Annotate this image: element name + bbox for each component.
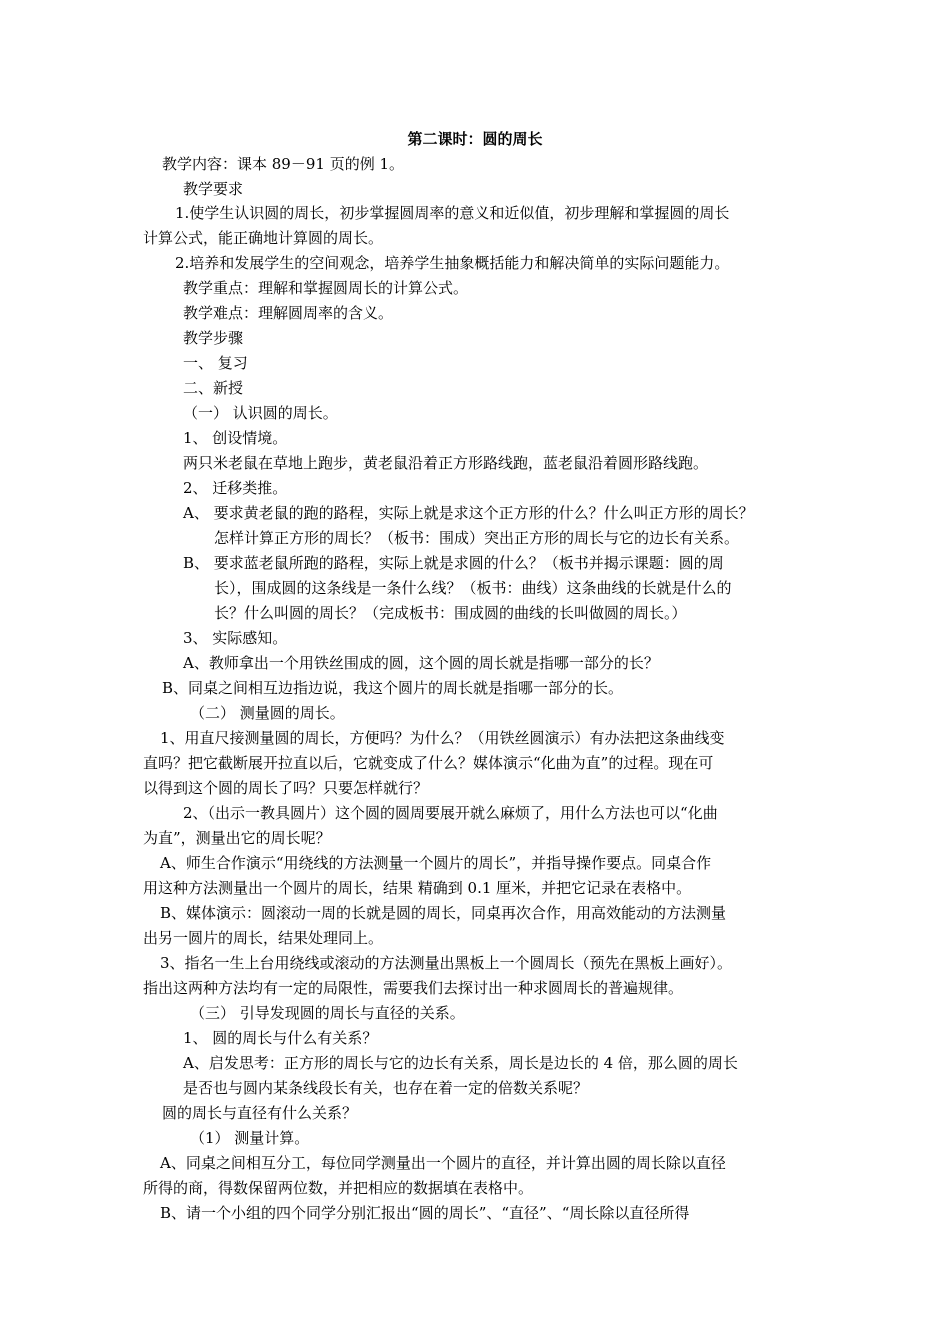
text-line: 为直”，测量出它的周长呢？ bbox=[143, 829, 331, 847]
page-title: 第二课时：圆的周长 bbox=[407, 130, 543, 148]
text-line: 指出这两种方法均有一定的局限性，需要我们去探讨出一种求圆周长的普遍规律。 bbox=[143, 979, 684, 997]
text-line: 教学难点：理解圆周率的含义。 bbox=[183, 304, 394, 322]
text-line: 3、 实际感知。 bbox=[183, 629, 288, 647]
text-line: 教学要求 bbox=[183, 180, 244, 198]
text-line: 长？什么叫圆的周长？（完成板书：围成圆的曲线的长叫做圆的周长。） bbox=[214, 604, 687, 622]
text-line: 怎样计算正方形的周长？（板书：围成）突出正方形的周长与它的边长有关系。 bbox=[214, 529, 740, 547]
text-line: B、请一个小组的四个同学分别汇报出“圆的周长”、“直径”、“周长除以直径所得 bbox=[160, 1204, 690, 1222]
text-line: （一） 认识圆的周长。 bbox=[183, 404, 338, 422]
text-line: 2、（出示一教具圆片）这个圆的圆周要展开就么麻烦了，用什么方法也可以“化曲 bbox=[183, 804, 718, 822]
text-line: 圆的周长与直径有什么关系？ bbox=[162, 1104, 358, 1122]
text-line: A、启发思考：正方形的周长与它的边长有关系，周长是边长的 4 倍，那么圆的周长 bbox=[183, 1054, 738, 1072]
text-line: A、教师拿出一个用铁丝围成的圆，这个圆的周长就是指哪一部分的长？ bbox=[183, 654, 659, 672]
text-line: B、 要求蓝老鼠所跑的路程，实际上就是求圆的什么？（板书并揭示课题：圆的周 bbox=[183, 554, 724, 572]
text-line: 2、 迁移类推。 bbox=[183, 479, 288, 497]
text-line: （二） 测量圆的周长。 bbox=[190, 704, 345, 722]
text-line: 2.培养和发展学生的空间观念，培养学生抽象概括能力和解决简单的实际问题能力。 bbox=[175, 254, 730, 272]
text-line: 用这种方法测量出一个圆片的周长，结果 精确到 0.1 厘米，并把它记录在表格中。 bbox=[143, 879, 692, 897]
text-line: （1） 测量计算。 bbox=[190, 1129, 310, 1147]
text-line: 二、新授 bbox=[183, 379, 244, 397]
text-line: 一、 复习 bbox=[183, 354, 248, 372]
text-line: B、同桌之间相互边指边说，我这个圆片的周长就是指哪一部分的长。 bbox=[162, 679, 624, 697]
text-line: A、 要求黄老鼠的跑的路程，实际上就是求这个正方形的什么？什么叫正方形的周长？ bbox=[183, 504, 754, 522]
text-line: 长），围成圆的这条线是一条什么线？（板书：曲线）这条曲线的长就是什么的 bbox=[214, 579, 732, 597]
text-line: 1.使学生认识圆的周长，初步掌握圆周率的意义和近似值，初步理解和掌握圆的周长 bbox=[175, 204, 730, 222]
text-line: 以得到这个圆的周长了吗？只要怎样就行？ bbox=[143, 779, 429, 797]
text-line: 计算公式，能正确地计算圆的周长。 bbox=[143, 229, 384, 247]
text-line: 所得的商，得数保留两位数，并把相应的数据填在表格中。 bbox=[143, 1179, 534, 1197]
text-line: A、同桌之间相互分工，每位同学测量出一个圆片的直径，并计算出圆的周长除以直径 bbox=[160, 1154, 726, 1172]
text-line: 1、用直尺接测量圆的周长，方便吗？为什么？（用铁丝圆演示）有办法把这条曲线变 bbox=[160, 729, 725, 747]
text-line: 教学重点：理解和掌握圆周长的计算公式。 bbox=[183, 279, 469, 297]
text-line: 直吗？把它截断展开拉直以后，它就变成了什么？媒体演示“化曲为直”的过程。现在可 bbox=[143, 754, 714, 772]
text-line: 3、指名一生上台用绕线或滚动的方法测量出黑板上一个圆周长（预先在黑板上画好）。 bbox=[160, 954, 733, 972]
text-line: A、师生合作演示“用绕线的方法测量一个圆片的周长”，并指导操作要点。同桌合作 bbox=[160, 854, 712, 872]
text-line: 两只米老鼠在草地上跑步，黄老鼠沿着正方形路线跑，蓝老鼠沿着圆形路线跑。 bbox=[183, 454, 709, 472]
text-line: （三） 引导发现圆的周长与直径的关系。 bbox=[190, 1004, 465, 1022]
text-line: 1、 创设情境。 bbox=[183, 429, 288, 447]
text-line: B、媒体演示：圆滚动一周的长就是圆的周长，同桌再次合作，用高效能动的方法测量 bbox=[160, 904, 727, 922]
text-line: 是否也与圆内某条线段长有关，也存在着一定的倍数关系呢？ bbox=[183, 1079, 589, 1097]
text-line: 教学内容：课本 89－91 页的例 1。 bbox=[162, 155, 405, 173]
text-line: 教学步骤 bbox=[183, 329, 244, 347]
text-line: 出另一圆片的周长，结果处理同上。 bbox=[143, 929, 384, 947]
text-line: 1、 圆的周长与什么有关系？ bbox=[183, 1029, 378, 1047]
